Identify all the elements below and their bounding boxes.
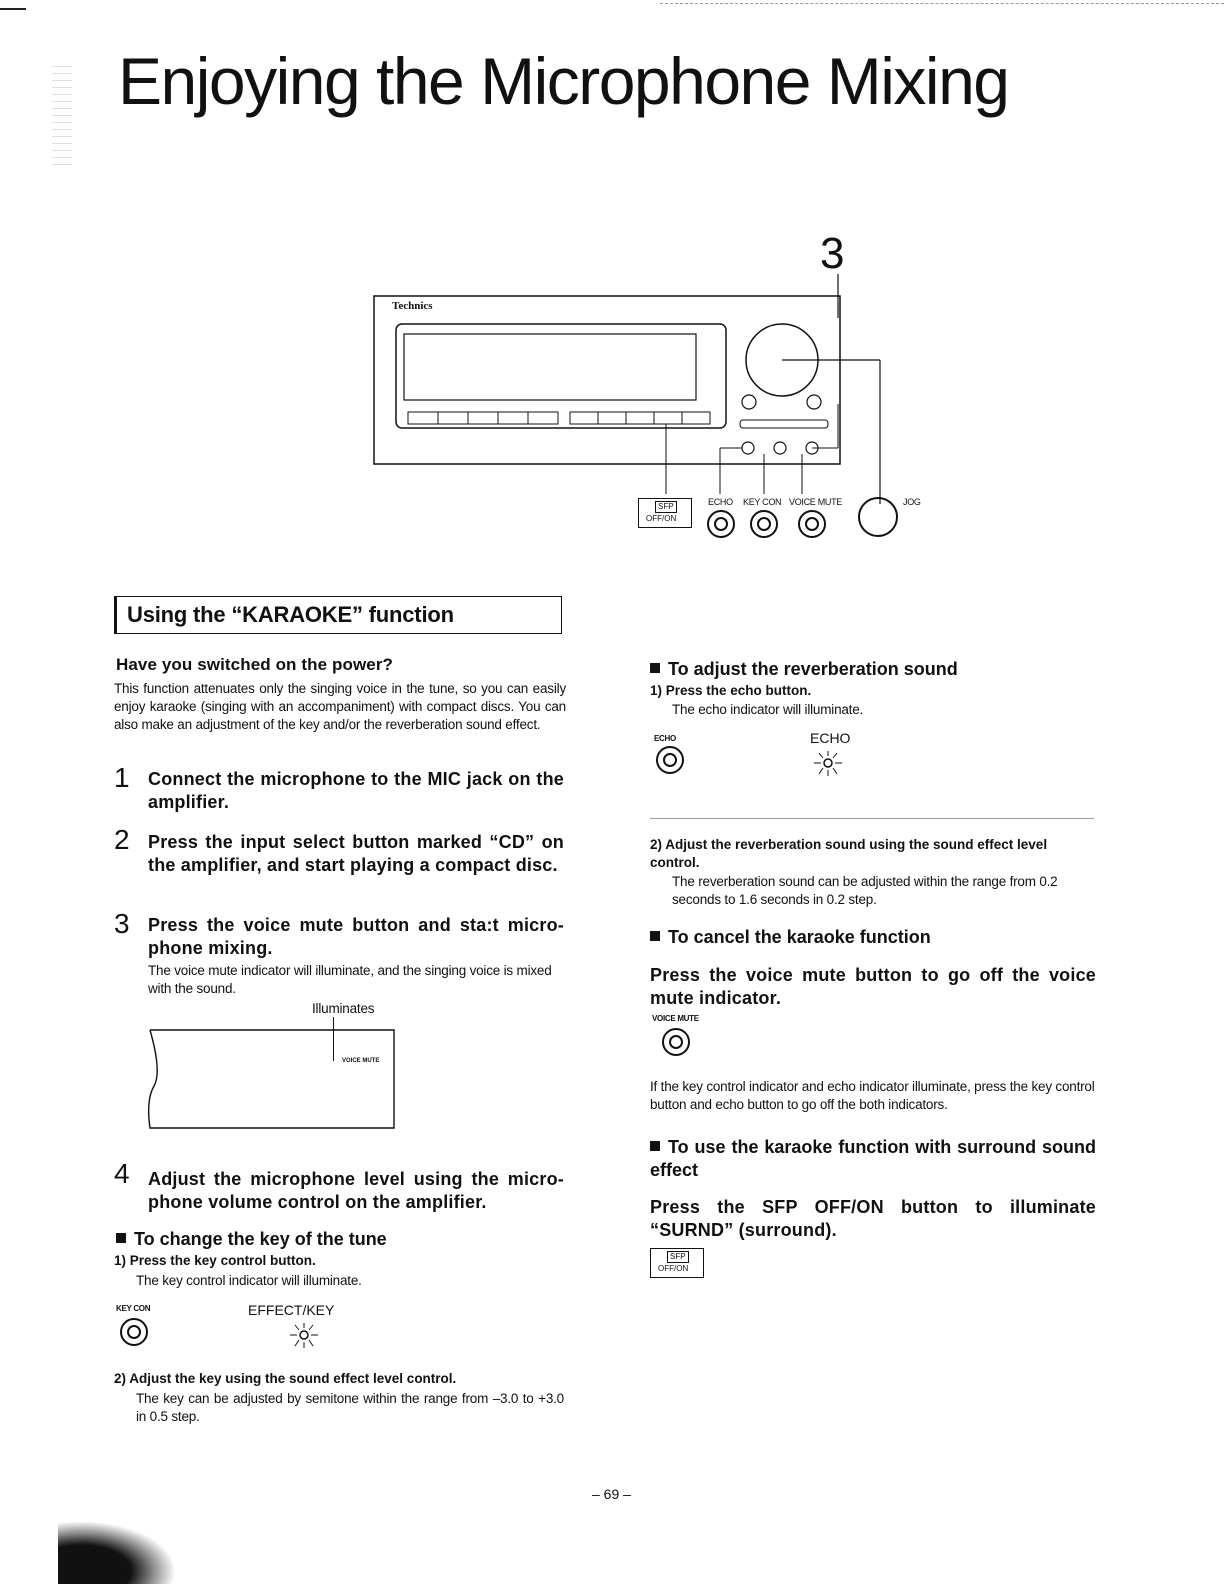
reverb-heading: [650, 658, 1096, 681]
power-heading: Have you switched on the power?: [116, 655, 394, 674]
voice-mute-control-label: VOICE MUTE: [789, 497, 843, 507]
device-panel-svg: [372, 294, 842, 466]
key-change-heading-text: To change the key of the tune: [134, 1229, 387, 1249]
scan-bottom-blot: [58, 1522, 174, 1584]
cancel-heading-text: To cancel the karaoke function: [668, 927, 931, 947]
surround-heading-text: To use the karaoke function with surround sound effect: [650, 1137, 1096, 1181]
echo-knob-icon: [656, 746, 684, 774]
echo-lit-indicator-icon: [808, 748, 848, 778]
echo-knob-label: ECHO: [654, 734, 676, 743]
key-con-knob-label: KEY CON: [116, 1304, 151, 1313]
voice-mute-knob-icon: [798, 510, 826, 538]
step-2-text: Press the input select button marked “CD” on the amplifier, and start playing a compact disc.: [148, 832, 564, 876]
key-con-knob-icon: [750, 510, 778, 538]
reverb-step-2: 2) Adjust the reverberation sound using the sound effect level control.: [650, 837, 1048, 870]
illuminates-label: Illuminates: [312, 1001, 375, 1016]
key-con-control-label: KEY CON: [743, 497, 782, 507]
surround-heading: [650, 1136, 1096, 1183]
voice-mute-knob-icon: [662, 1028, 690, 1056]
cancel-note: If the key control indicator and echo indicator illuminate, press the key control button and echo button to go off the both indicators.: [650, 1079, 1095, 1113]
reverb-step-1-note: The echo indicator will illuminate.: [672, 702, 864, 717]
bullet-square-icon: [650, 931, 660, 941]
display-window-diagram: [146, 1028, 394, 1128]
sfp-bottom-label: OFF/ON: [658, 1264, 689, 1273]
key-step-2-note: The key can be adjusted by semitone within the range from –3.0 to +3.0 in 0.5 step.: [136, 1391, 564, 1425]
jog-control-label: JOG: [903, 497, 921, 507]
jog-dial-icon: [858, 497, 898, 537]
effect-key-lit-indicator-icon: [284, 1320, 324, 1350]
karaoke-section-heading-text: Using the “KARAOKE” function: [127, 602, 454, 627]
effect-key-indicator-label: EFFECT/KEY: [248, 1302, 335, 1318]
reverb-heading-text: To adjust the reverberation sound: [668, 659, 958, 679]
key-step-1: 1) Press the key control button.: [114, 1253, 316, 1268]
key-con-knob-icon: [120, 1318, 148, 1346]
divider-rule: [650, 818, 1094, 819]
surround-instruction: Press the SFP OFF/ON button to illuminate “SURND” (surround).: [650, 1197, 1096, 1241]
page-number: – 69 –: [592, 1486, 631, 1502]
step-4-number: 4: [114, 1158, 130, 1189]
figure-callout-number: 3: [820, 229, 845, 278]
step-4-text: Adjust the microphone level using the micro-phone volume control on the amplifier.: [148, 1169, 564, 1213]
key-change-heading: [116, 1228, 566, 1251]
step-2-number: 2: [114, 824, 130, 855]
bullet-square-icon: [650, 1141, 660, 1151]
sfp-offon-button-diagram: [638, 498, 692, 528]
reverb-step-1: 1) Press the echo button.: [650, 683, 812, 698]
sfp-top-label: SFP: [667, 1251, 689, 1263]
device-front-panel-illustration: [372, 294, 842, 466]
scan-margin-specks: [52, 60, 72, 170]
cancel-heading: [650, 926, 1096, 949]
step-3-text: Press the voice mute button and sta:t micro-phone mixing.: [148, 915, 564, 959]
cancel-instruction: Press the voice mute button to go off the voice mute indicator.: [650, 965, 1096, 1009]
display-voice-mute-indicator: VOICE MUTE: [342, 1058, 380, 1064]
karaoke-section-heading: [114, 596, 562, 634]
bullet-square-icon: [650, 663, 660, 673]
scan-top-line: [660, 3, 1224, 4]
echo-control-label: ECHO: [708, 497, 733, 507]
intro-paragraph: This function attenuates only the singing voice in the tune, so you can easily enjoy karaoke (singing with an accompaniment) with compact discs. You can also make an adjustment of the key and/or the reverberation sound effect.: [114, 681, 566, 733]
device-brand-label: Technics: [392, 300, 433, 312]
sfp-bottom-label: OFF/ON: [646, 514, 677, 523]
voice-mute-knob-label: VOICE MUTE: [652, 1014, 699, 1023]
sfp-top-label: SFP: [655, 501, 677, 513]
step-3-note: The voice mute indicator will illuminate, and the singing voice is mixed with the sound.: [148, 963, 552, 997]
echo-indicator-label: ECHO: [810, 730, 851, 746]
key-step-1-note: The key control indicator will illuminate.: [136, 1273, 362, 1288]
reverb-step-2-note: The reverberation sound can be adjusted within the range from 0.2 seconds to 1.6 seconds in 0.2 step.: [672, 874, 1058, 908]
step-3-number: 3: [114, 908, 130, 939]
key-step-2: 2) Adjust the key using the sound effect level control.: [114, 1371, 457, 1386]
echo-knob-icon: [707, 510, 735, 538]
scan-corner-mark: [0, 8, 26, 10]
sfp-offon-button-diagram-small: [650, 1248, 704, 1278]
step-1-text: Connect the microphone to the MIC jack on the amplifier.: [148, 769, 564, 813]
bullet-square-icon: [116, 1233, 126, 1243]
step-1-number: 1: [114, 762, 130, 793]
page-title: Enjoying the Microphone Mixing: [118, 44, 1009, 118]
